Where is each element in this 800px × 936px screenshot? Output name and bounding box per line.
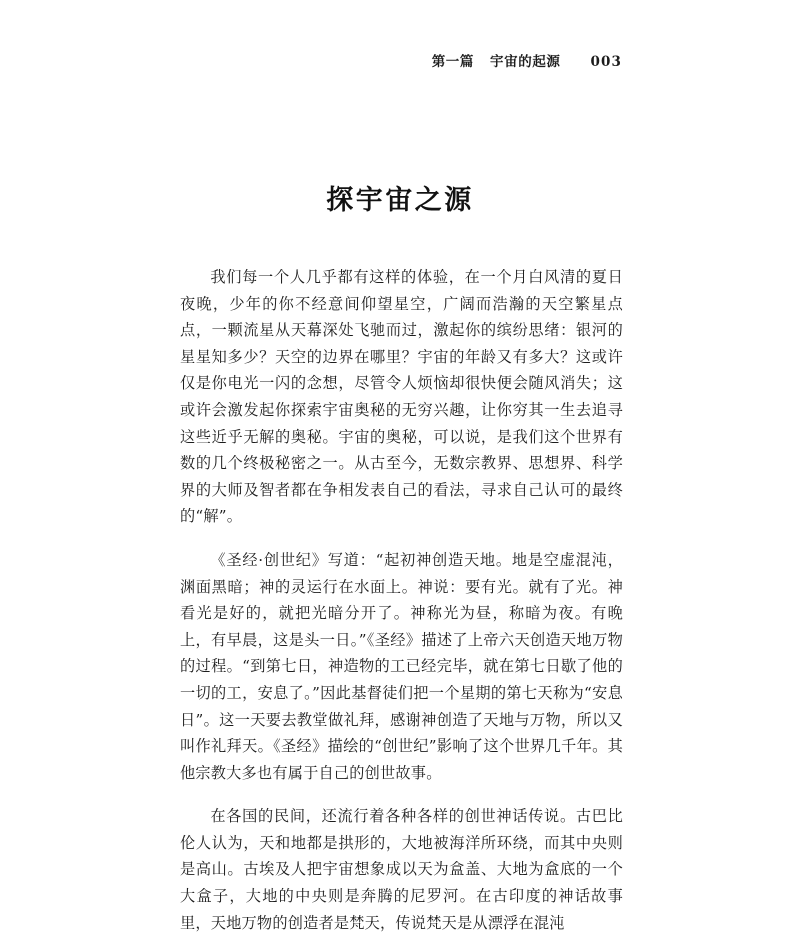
running-head xyxy=(180,50,622,72)
chapter-title: 探宇宙之源 xyxy=(326,185,474,217)
running-head-book-title: 宇宙的起源 xyxy=(490,54,561,70)
body-text-column xyxy=(180,264,623,936)
paragraph: 我们每一个人几乎都有这样的体验，在一个月白风清的夏日夜晚，少年的你不经意间仰望星空，广阔而浩瀚的天空繁星点点，一颗流星从天幕深处飞驰而过，激起你的缤纷思绪：银河的星星知多少？天空的边界在哪里？宇宙的年龄又有多大？这或许仅是你电光一闪的念想，尽管令人烦恼却很快便会随风消失；这或许会激发起你探索宇宙奥秘的无穷兴趣，让你穷其一生去追寻这些近乎无解的奥秘。宇宙的奥秘，可以说，是我们这个世界有数的几个终极秘密之一。从古至今，无数宗教界、思想界、科学界的大师及智者都在争相发表自己的看法，寻求自己认可的最终的“解”。 xyxy=(180,268,623,526)
page-number: 003 xyxy=(590,54,622,70)
running-head-section-label: 第一篇 xyxy=(431,54,475,70)
paragraph: 在各国的民间，还流行着各种各样的创世神话传说。古巴比伦人认为，天和地都是拱形的，大地被海洋所环绕，而其中央则是高山。古埃及人把宇宙想象成以天为盒盖、大地为盒底的一个大盒子，大地的中央则是奔腾的尼罗河。在古印度的神话故事里，天地万物的创造者是梵天，传说梵天是从漂浮在混沌 xyxy=(180,807,623,932)
paragraph: 《圣经·创世纪》写道：“起初神创造天地。地是空虚混沌，渊面黑暗；神的灵运行在水面上。神说：要有光。就有了光。神看光是好的，就把光暗分开了。神称光为昼，称暗为夜。有晚上，有早晨，这是头一日。”《圣经》描述了上帝六天创造天地万物的过程。“到第七日，神造物的工已经完毕，就在第七日歇了他的一切的工，安息了。”因此基督徒们把一个星期的第七天称为“安息日”。这一天要去教堂做礼拜，感谢神创造了天地与万物，所以又叫作礼拜天。《圣经》描绘的“创世纪”影响了这个世界几千年。其他宗教大多也有属于自己的创世故事。 xyxy=(180,550,623,782)
